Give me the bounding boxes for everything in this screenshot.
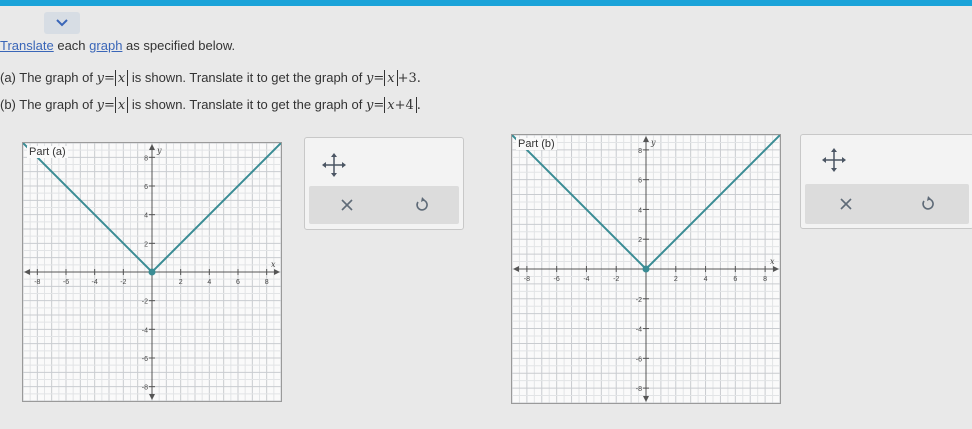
y-tick-label: 4 — [638, 207, 642, 215]
x-tick-label: -6 — [62, 279, 70, 286]
move-arrows-icon — [321, 152, 347, 178]
y-tick-label: -8 — [635, 386, 642, 394]
tool-button-row-b — [805, 184, 969, 224]
clear-button-a[interactable] — [322, 190, 372, 220]
graph-part-b[interactable] — [511, 134, 781, 404]
undo-icon — [414, 197, 430, 213]
graph-tools-b — [800, 134, 972, 229]
y-axis-arrow — [643, 136, 649, 142]
move-tool-button-b[interactable] — [821, 147, 847, 178]
y-tick-label: 6 — [638, 177, 642, 185]
y-tick-label: 8 — [144, 155, 148, 163]
graph-label-b: Part (b) — [518, 138, 555, 150]
top-accent-bar — [0, 0, 972, 6]
y-axis-arrow — [149, 394, 155, 400]
part-b-question: (b) The graph of y= x is shown. Translate it to get the graph of y= x+4 . — [0, 97, 421, 113]
chevron-down-icon — [55, 18, 69, 28]
undo-button-b[interactable] — [903, 189, 953, 219]
x-tick-label: 6 — [236, 279, 240, 286]
x-tick-label: -2 — [120, 279, 127, 286]
x-tick-label: 4 — [207, 279, 212, 286]
undo-button-a[interactable] — [397, 190, 447, 220]
y-tick-label: 2 — [638, 237, 642, 245]
y-tick-label: -4 — [141, 327, 148, 335]
y-tick-label: -2 — [635, 296, 642, 304]
x-tick-label: 6 — [733, 276, 738, 283]
y-tick-label: -2 — [141, 298, 148, 306]
x-tick-label: 2 — [178, 279, 183, 286]
y-axis-label: y — [651, 138, 656, 147]
translate-link[interactable]: Translate — [0, 38, 54, 53]
collapse-button[interactable] — [44, 12, 80, 34]
y-axis-arrow — [149, 144, 155, 150]
x-tick-label: 8 — [763, 276, 768, 283]
tool-button-row-a — [309, 186, 459, 224]
undo-icon — [920, 196, 936, 212]
x-tick-label: 4 — [703, 276, 708, 283]
vertex-point — [149, 269, 156, 276]
y-tick-label: -6 — [141, 356, 148, 363]
move-arrows-icon — [821, 147, 847, 173]
x-tick-label: -8 — [523, 276, 531, 283]
graph-label-a: Part (a) — [29, 146, 66, 158]
y-axis-arrow — [643, 396, 649, 402]
x-axis-arrow — [773, 266, 779, 272]
graph-tools-a — [304, 137, 464, 230]
clear-button-b[interactable] — [821, 189, 871, 219]
graph-canvas-a[interactable] — [23, 143, 281, 401]
graph-part-a[interactable] — [22, 142, 282, 402]
x-tick-label: -4 — [91, 279, 98, 286]
x-axis-arrow — [513, 266, 519, 272]
move-tool-button-a[interactable] — [321, 152, 347, 183]
x-tick-label: -8 — [34, 279, 41, 286]
graph-canvas-b[interactable] — [512, 135, 780, 403]
y-tick-label: 6 — [144, 184, 148, 191]
x-tick-label: -4 — [583, 276, 590, 283]
y-tick-label: 4 — [144, 212, 148, 220]
x-axis-label: x — [770, 257, 775, 266]
x-tick-label: 8 — [264, 279, 269, 286]
y-tick-label: 2 — [144, 241, 148, 249]
y-tick-label: -4 — [635, 326, 642, 334]
y-tick-label: -6 — [635, 356, 642, 364]
close-icon — [839, 197, 853, 211]
instructions: Translate each graph as specified below. — [0, 38, 236, 53]
x-tick-label: -6 — [553, 276, 560, 283]
x-tick-label: 2 — [673, 276, 678, 283]
x-tick-label: -2 — [613, 276, 620, 283]
y-axis-label: y — [157, 146, 162, 155]
x-axis-label: x — [271, 260, 276, 269]
x-axis-arrow — [24, 269, 30, 275]
close-icon — [340, 198, 354, 212]
x-axis-arrow — [274, 269, 280, 275]
y-tick-label: 8 — [638, 147, 642, 155]
vertex-point — [643, 266, 650, 273]
y-tick-label: -8 — [141, 384, 148, 392]
graph-link[interactable]: graph — [89, 38, 123, 53]
part-a-question: (a) The graph of y= x is shown. Translate it to get the graph of y= x +3. — [0, 70, 421, 86]
